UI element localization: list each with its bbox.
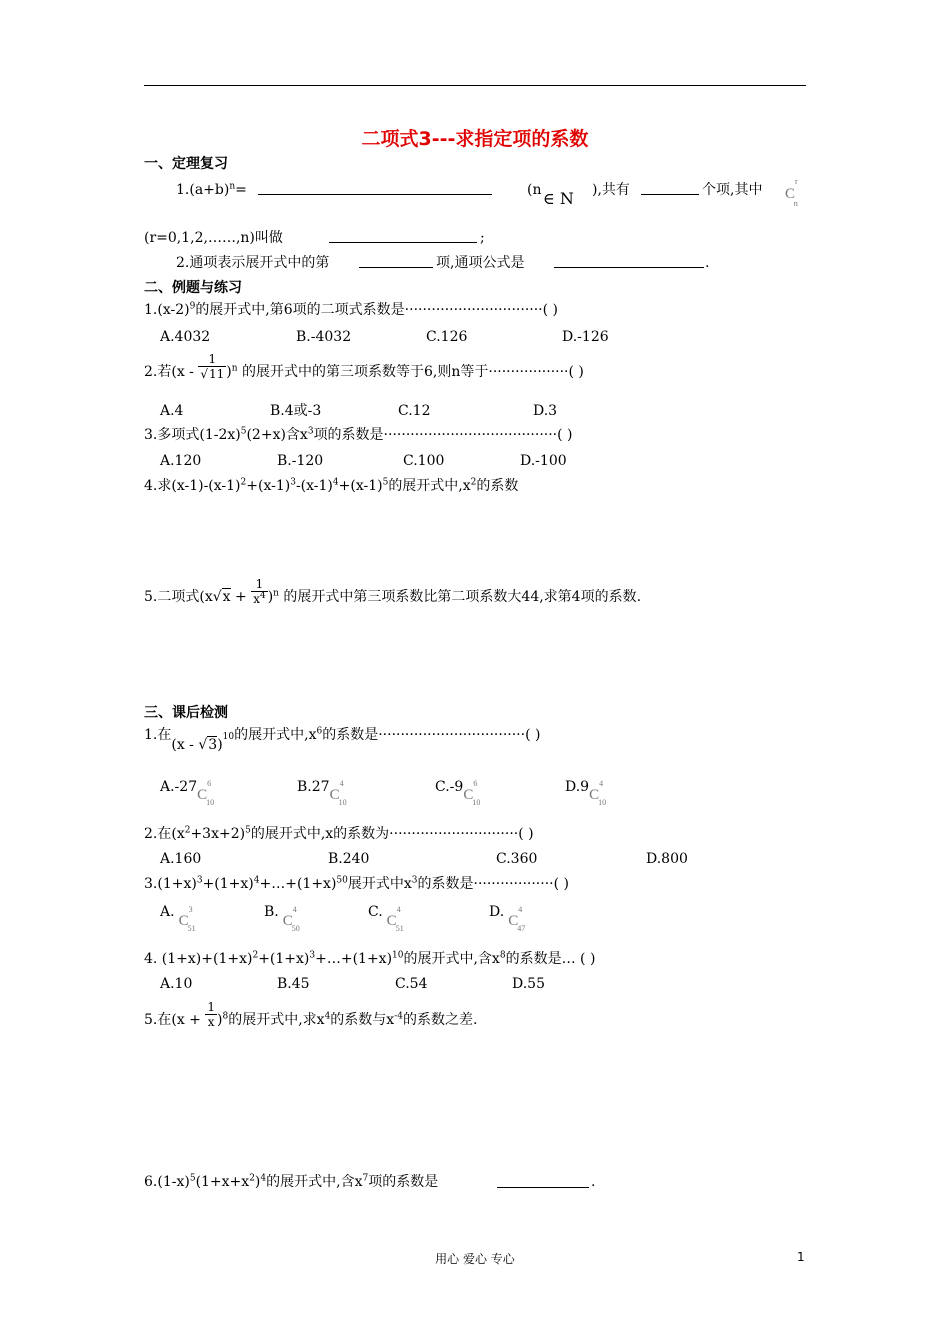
- option-b[interactable]: B.240: [328, 851, 370, 867]
- check-q3: [144, 875, 569, 893]
- paren: ): [217, 737, 223, 753]
- semicolon: ;: [480, 230, 485, 246]
- plus: +: [230, 589, 252, 605]
- option-c[interactable]: C.126: [426, 329, 468, 345]
- q-text: 的展开式中,含x: [403, 951, 500, 967]
- q-text: (1+x+x: [195, 1174, 250, 1190]
- option-b[interactable]: B.-120: [277, 453, 324, 469]
- option-d[interactable]: D.-100: [520, 453, 567, 469]
- C-sup: 4: [518, 905, 523, 914]
- q-text: 的系数与x: [330, 1012, 395, 1028]
- q-text: 2.在(x: [144, 826, 185, 842]
- q-text: +(1+x): [258, 951, 310, 967]
- exponent: 5: [245, 825, 251, 836]
- element-of-N: ∈ N: [543, 189, 574, 208]
- exponent: n: [273, 588, 279, 599]
- q-text: +(x-1): [246, 478, 291, 494]
- q-text: 2.若(x -: [144, 364, 199, 380]
- option-label: B.: [264, 904, 279, 920]
- den-x: x: [253, 591, 260, 606]
- q-text: 项的系数是·······································( ): [313, 427, 573, 443]
- exponent: 3: [196, 875, 203, 886]
- C-sup: 4: [339, 779, 344, 788]
- q-text: 项的系数是: [368, 1174, 439, 1190]
- condition-n: (n: [527, 182, 542, 198]
- option-c[interactable]: C.360: [496, 851, 538, 867]
- binomial-C: $C^4_{10}$: [589, 779, 607, 807]
- option-c[interactable]: [368, 903, 409, 933]
- exponent: 4: [260, 1173, 267, 1184]
- example-q4: [144, 477, 518, 495]
- C-sub: 10: [338, 798, 347, 807]
- option-label: C.: [368, 904, 383, 920]
- binomial-C: $C^4_{50}$: [282, 905, 300, 933]
- exponent: 6: [316, 726, 323, 737]
- q-text: 4.求(x-1)-(x-1): [144, 478, 241, 494]
- option-b[interactable]: B.4或-3: [270, 403, 322, 419]
- C-sub: 47: [517, 924, 526, 933]
- option-a[interactable]: A.120: [160, 453, 202, 469]
- option-d[interactable]: [489, 903, 530, 933]
- q-text: +(1+x): [202, 876, 254, 892]
- q-text: 的展开式中的第三项系数等于6,则n等于··················( ): [237, 364, 584, 380]
- option-label: C.-9: [435, 779, 464, 795]
- section-heading-check: 三、课后检测: [144, 705, 228, 721]
- option-label: A.: [160, 904, 175, 920]
- exponent: 10: [222, 732, 235, 743]
- check-q2: [144, 825, 534, 843]
- review-q1-after: ),共有: [592, 182, 630, 198]
- C-sup: 3: [188, 905, 193, 914]
- exponent: 4: [332, 477, 339, 488]
- exponent: 2: [470, 477, 477, 488]
- answer-blank[interactable]: [329, 242, 477, 243]
- exponent: n: [231, 363, 238, 374]
- q-text: 的展开式中,第6项的二项式系数是·······························( ): [195, 302, 558, 318]
- header-rule: [144, 85, 806, 86]
- C-sup: 6: [473, 779, 478, 788]
- check-q4: [144, 950, 595, 968]
- page-title: 二项式3---求指定项的系数: [361, 128, 589, 150]
- binomial-C-symbol: [785, 177, 802, 208]
- exponent: 9: [189, 301, 196, 312]
- denominator: √11: [200, 366, 225, 381]
- C-sup: 4: [599, 779, 604, 788]
- example-q5: [144, 576, 642, 606]
- q-text: 的展开式中,x: [388, 478, 471, 494]
- q-text: +3x+2): [190, 826, 246, 842]
- example-q3: [144, 426, 573, 444]
- C-sub: 10: [598, 798, 607, 807]
- exponent: 2: [252, 950, 259, 961]
- radicand: 11: [209, 366, 225, 381]
- review-q1-condition: [527, 181, 541, 199]
- binomial-C: $C^4_{47}$: [508, 905, 526, 933]
- q-text: 5.在(x +: [144, 1012, 206, 1028]
- option-a[interactable]: [160, 903, 201, 933]
- C-sub: 51: [187, 924, 196, 933]
- exponent: 4: [253, 875, 260, 886]
- fraction: [251, 577, 268, 606]
- fraction: [205, 1000, 217, 1029]
- exponent: 5: [240, 426, 247, 437]
- exponent: n: [229, 181, 236, 192]
- option-b[interactable]: B.-4032: [296, 329, 352, 345]
- exponent: 2: [249, 1173, 255, 1184]
- q-text: 5.二项式(x: [144, 589, 213, 605]
- exponent: 3: [411, 875, 418, 886]
- exponent: 2: [240, 477, 247, 488]
- q-text: 的系数: [476, 478, 519, 494]
- binomial-C: $C^6_{10}$: [463, 779, 481, 807]
- option-d[interactable]: [565, 778, 611, 807]
- review-q1-line2: (r=0,1,2,……,n)叫做: [144, 230, 283, 246]
- q-text: 6.(1-x): [144, 1174, 190, 1190]
- option-c[interactable]: C.12: [398, 403, 431, 419]
- answer-blank[interactable]: [359, 267, 433, 268]
- q-text: 的展开式中第三项系数比第二项系数大44,求第4项的系数.: [278, 589, 642, 605]
- answer-blank[interactable]: [554, 267, 704, 268]
- numerator: 1: [207, 999, 215, 1014]
- q-text: 展开式中x: [347, 876, 412, 892]
- paren: ): [226, 364, 232, 380]
- exponent: 5: [382, 477, 389, 488]
- C-sup: 6: [207, 779, 212, 788]
- C-sup: 4: [292, 905, 297, 914]
- footer-text: 用心 爱心 专心: [435, 1252, 515, 1266]
- answer-blank[interactable]: [258, 194, 492, 195]
- exponent: 3: [307, 426, 314, 437]
- paren: ): [267, 589, 274, 605]
- q-text: 1.(x-2): [144, 302, 190, 318]
- denominator: x: [207, 1014, 215, 1029]
- option-d[interactable]: D.800: [646, 851, 688, 867]
- expr: (x - √3)$^{10}$: [171, 732, 235, 753]
- option-d[interactable]: D.3: [533, 403, 558, 419]
- section-heading-review: 一、定理复习: [144, 156, 228, 172]
- example-q1: [144, 301, 558, 319]
- q-text: 的展开式中,x: [234, 727, 317, 743]
- paren: ): [217, 1012, 223, 1028]
- C-sup: r: [795, 177, 798, 186]
- q-text: 1.在: [144, 727, 172, 743]
- option-label: D.9: [565, 779, 590, 795]
- option-b[interactable]: [297, 778, 352, 807]
- option-a[interactable]: A.4: [160, 403, 184, 419]
- exponent: 3: [290, 477, 296, 488]
- numerator: 1: [251, 577, 268, 592]
- period: .: [705, 255, 710, 271]
- q-text: ): [254, 1174, 261, 1190]
- exponent: 2: [184, 825, 191, 836]
- exponent: 50: [336, 875, 348, 886]
- radicand: x: [222, 589, 231, 605]
- review-q1-prefix: 1.(a+b): [176, 182, 230, 198]
- answer-blank[interactable]: [497, 1187, 589, 1188]
- q-text: 4. (1+x)+(1+x): [144, 951, 253, 967]
- C-letter: C: [785, 186, 796, 202]
- option-d[interactable]: D.55: [512, 976, 545, 992]
- period: .: [591, 1174, 596, 1190]
- review-q1-items: 个项,其中: [702, 182, 763, 198]
- exponent: 7: [362, 1173, 369, 1184]
- denominator: [251, 592, 268, 606]
- q-text: 的展开式中,含x: [266, 1174, 363, 1190]
- option-label: B.27: [297, 779, 330, 795]
- q-text: +…+(1+x): [315, 951, 393, 967]
- exponent: 8: [222, 1011, 229, 1022]
- q-text: +…+(1+x): [259, 876, 337, 892]
- q-text: 3.多项式(1-2x): [144, 427, 241, 443]
- C-sub: 51: [395, 924, 404, 933]
- option-c[interactable]: [435, 778, 485, 807]
- q-text: 的系数是·································( ): [322, 727, 541, 743]
- C-sub: 10: [472, 798, 481, 807]
- review-q2-start: 2.通项表示展开式中的第: [176, 255, 330, 271]
- numerator: 1: [198, 352, 226, 367]
- option-label: D.: [489, 904, 505, 920]
- option-c[interactable]: C.54: [395, 976, 428, 992]
- q-text: -(x-1): [295, 478, 333, 494]
- C-sub: n: [793, 199, 798, 208]
- expr-text: (x -: [171, 737, 199, 753]
- exponent: 5: [189, 1173, 196, 1184]
- option-label: A.-27: [160, 779, 198, 795]
- option-a[interactable]: A.160: [160, 851, 202, 867]
- q-text: 的系数是… ( ): [505, 951, 596, 967]
- C-sub: 10: [206, 798, 215, 807]
- q-text: (2+x)含x: [246, 427, 308, 443]
- check-q6: [144, 1173, 438, 1191]
- check-q5: [144, 999, 478, 1029]
- exponent: 4: [324, 1011, 331, 1022]
- C-sub: 50: [291, 924, 300, 933]
- q-text: 的系数之差.: [402, 1012, 478, 1028]
- review-q2-mid: 项,通项公式是: [436, 255, 525, 271]
- answer-blank[interactable]: [641, 194, 699, 195]
- section-heading-examples: 二、例题与练习: [144, 280, 242, 296]
- q-text: 的展开式中,x的系数为·····························( ): [250, 826, 534, 842]
- exponent: 8: [499, 950, 506, 961]
- q-text: 的展开式中,求x: [228, 1012, 325, 1028]
- option-c[interactable]: C.100: [403, 453, 445, 469]
- C-sup: 4: [396, 905, 401, 914]
- equals: =: [235, 182, 247, 198]
- option-b[interactable]: [264, 903, 305, 933]
- exponent: 3: [309, 950, 316, 961]
- check-q1: [144, 726, 541, 753]
- binomial-C: $C^4_{51}$: [386, 905, 404, 933]
- fraction: [198, 352, 226, 381]
- exponent: -4: [394, 1011, 403, 1022]
- option-d[interactable]: D.-126: [562, 329, 609, 345]
- binomial-C: $C^6_{10}$: [197, 779, 215, 807]
- radicand: 3: [208, 737, 218, 753]
- example-q2: [144, 351, 584, 381]
- sqrt-symbol: √: [212, 589, 222, 605]
- q-text: 的系数是··················( ): [417, 876, 569, 892]
- page-number: 1: [797, 1250, 805, 1264]
- option-a[interactable]: A.10: [160, 976, 193, 992]
- exponent: 10: [392, 950, 404, 961]
- review-q1-line1: [176, 181, 247, 199]
- option-a[interactable]: [160, 778, 219, 807]
- q-text: 3.(1+x): [144, 876, 197, 892]
- option-a[interactable]: A.4032: [160, 329, 211, 345]
- q-text: +(x-1): [338, 478, 383, 494]
- binomial-C: $C^4_{10}$: [329, 779, 347, 807]
- exponent: 4: [259, 590, 266, 601]
- option-b[interactable]: B.45: [277, 976, 310, 992]
- binomial-C: $C^3_{51}$: [178, 905, 196, 933]
